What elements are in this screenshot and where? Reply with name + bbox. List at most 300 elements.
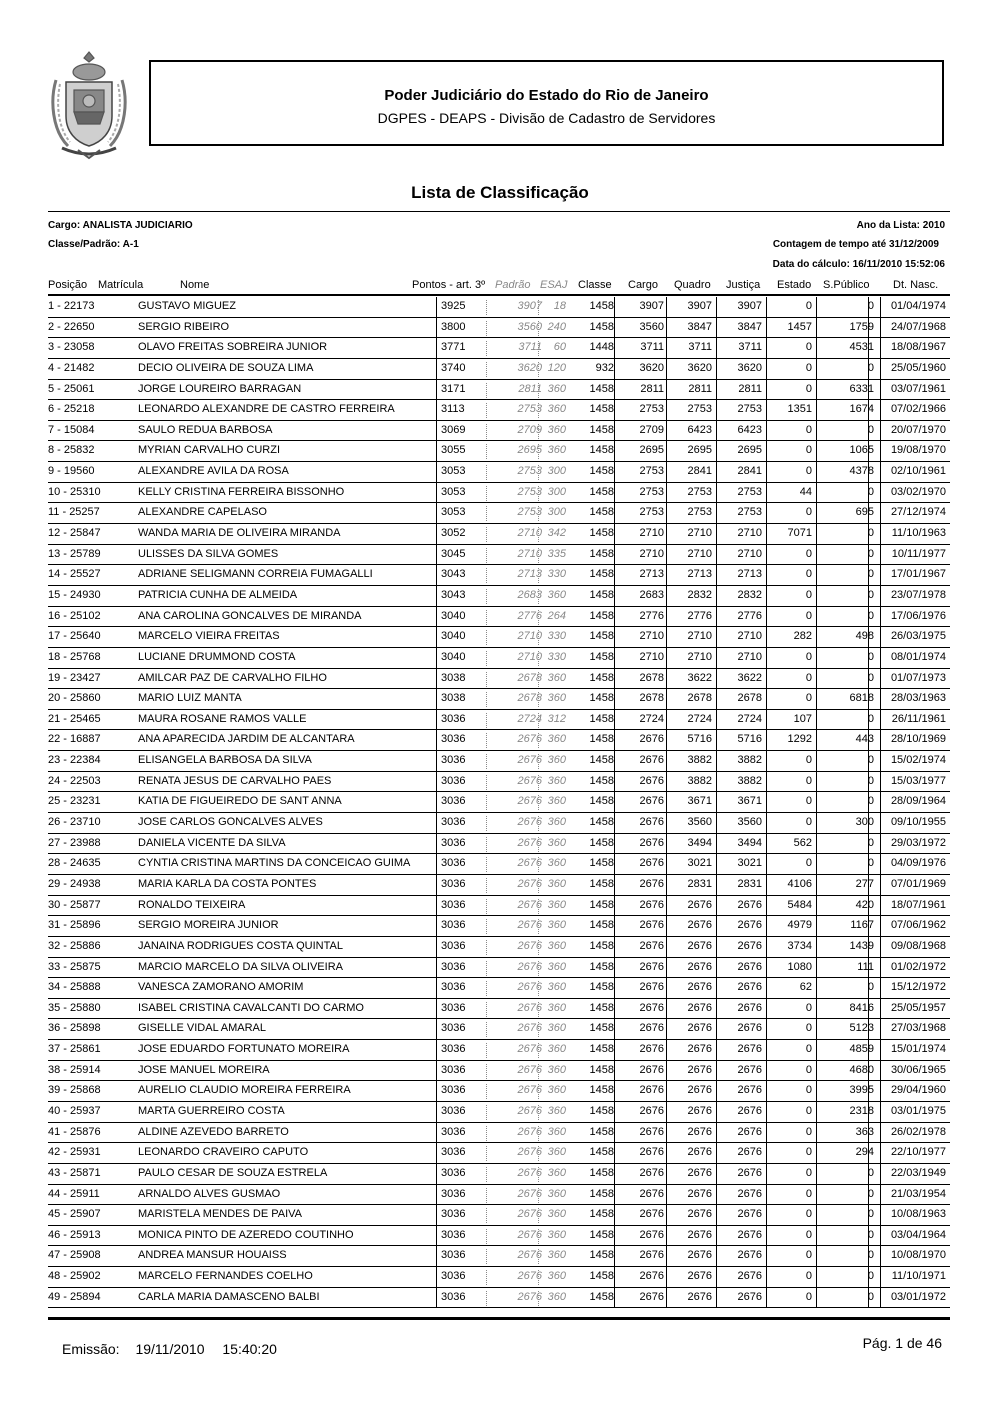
cell-justica: 2676 [737,960,762,973]
column-separator [614,875,615,896]
column-separator [716,896,717,917]
cell-estado: 1292 [787,733,812,746]
column-separator [666,359,667,380]
column-separator [716,297,717,318]
column-separator [880,627,881,648]
column-separator [816,792,817,813]
cell-esaj: 360 [547,444,566,457]
cell-cargo: 2676 [639,795,664,808]
cell-dtnasc: 03/07/1961 [890,382,946,395]
column-separator [766,1102,767,1123]
column-separator [614,545,615,566]
column-separator [614,813,615,834]
org-subtitle: DGPES - DEAPS - Divisão de Cadastro de Servidores [377,110,716,126]
cell-esaj: 360 [547,423,566,436]
cell-posicao: 44 - 25911 [48,1187,100,1200]
cell-cargo: 2676 [639,1290,664,1303]
cell-quadro: 2676 [687,1290,712,1303]
column-separator [880,338,881,359]
column-separator [436,648,437,669]
dotted-separator [538,878,539,893]
cell-padrao: 2676 [517,939,542,952]
column-separator [816,1123,817,1144]
cell-spublico: 0 [867,712,874,725]
cell-esaj: 360 [547,588,566,601]
cell-quadro: 3882 [687,754,712,767]
cell-nome: ISABEL CRISTINA CAVALCANTI DO CARMO [138,1001,364,1014]
cell-dtnasc: 01/07/1973 [890,671,946,684]
cell-justica: 2832 [737,588,762,601]
cell-cargo: 3560 [639,320,664,333]
column-separator [816,1081,817,1102]
dotted-separator [538,961,539,976]
column-separator [716,958,717,979]
cell-classe: 1458 [589,877,614,890]
cell-quadro: 3560 [687,816,712,829]
table-row [48,462,950,483]
column-separator [436,1226,437,1247]
col-padrao: Padrão [495,279,531,291]
cell-classe: 1458 [589,1043,614,1056]
column-separator [614,441,615,462]
cell-justica: 2676 [737,939,762,952]
column-separator [816,297,817,318]
column-separator [614,896,615,917]
dotted-separator [486,1167,487,1182]
cell-classe: 1458 [589,836,614,849]
cell-esaj: 330 [547,650,566,663]
cell-justica: 3560 [737,816,762,829]
cell-dtnasc: 03/02/1970 [890,485,946,498]
column-separator [666,318,667,339]
cell-posicao: 22 - 16887 [48,733,101,746]
column-separator [716,1246,717,1267]
dotted-separator [486,713,487,728]
cell-cargo: 2710 [639,547,664,560]
table-row [48,586,950,607]
cell-justica: 2676 [737,1146,762,1159]
cell-nome: MYRIAN CARVALHO CURZI [138,444,281,457]
column-separator [716,380,717,401]
cell-dtnasc: 18/07/1961 [890,898,946,911]
cell-esaj: 360 [547,1022,566,1035]
column-separator [816,669,817,690]
cell-pontos: 3036 [441,1043,466,1056]
cell-spublico: 6818 [849,692,874,705]
column-separator [868,1102,869,1123]
cell-dtnasc: 24/07/1968 [890,320,946,333]
column-separator [614,483,615,504]
cell-justica: 2710 [737,547,762,560]
cell-padrao: 2676 [517,919,542,932]
cell-posicao: 3 - 23058 [48,341,95,354]
column-separator [716,524,717,545]
cell-esaj: 360 [547,1270,566,1283]
cell-estado: 0 [805,1208,812,1221]
cell-pontos: 3069 [441,423,466,436]
column-separator [766,359,767,380]
column-separator [614,462,615,483]
cell-padrao: 2676 [517,1290,542,1303]
cell-pontos: 3053 [441,485,466,498]
column-separator [816,772,817,793]
cell-esaj: 360 [547,382,566,395]
cell-posicao: 4 - 21482 [48,361,95,374]
table-row [48,730,950,751]
cell-spublico: 0 [867,836,874,849]
cell-classe: 1458 [589,547,614,560]
column-separator [436,1288,437,1309]
table-row [48,854,950,875]
dotted-separator [486,1064,487,1079]
column-separator [816,338,817,359]
cell-nome: GUSTAVO MIGUEZ [138,300,236,312]
cell-posicao: 46 - 25913 [48,1228,101,1241]
cell-posicao: 49 - 25894 [48,1290,101,1303]
cell-posicao: 7 - 15084 [48,423,95,436]
cell-cargo: 2710 [639,650,664,663]
column-separator [436,1205,437,1226]
cell-cargo: 2676 [639,1084,664,1097]
dotted-separator [486,1249,487,1264]
cell-pontos: 3036 [441,733,466,746]
cell-quadro: 2676 [687,1208,712,1221]
cell-posicao: 20 - 25860 [48,692,101,705]
column-separator [868,1123,869,1144]
cell-quadro: 3622 [687,671,712,684]
cell-cargo: 2753 [639,465,664,478]
cell-estado: 282 [793,630,812,643]
column-separator [666,937,667,958]
column-separator [868,710,869,731]
cell-nome: CARLA MARIA DAMASCENO BALBI [138,1290,320,1303]
cell-justica: 5716 [737,733,762,746]
column-separator [880,1226,881,1247]
cell-dtnasc: 02/10/1961 [890,465,946,478]
cell-esaj: 360 [547,857,566,870]
cell-posicao: 16 - 25102 [48,609,101,622]
column-separator [766,524,767,545]
cell-justica: 6423 [737,423,762,436]
column-separator [766,689,767,710]
cell-dtnasc: 15/12/1972 [890,981,946,994]
cell-dtnasc: 11/10/1971 [891,1270,946,1283]
cell-estado: 0 [805,341,812,354]
column-separator [868,1226,869,1247]
cell-estado: 0 [805,816,812,829]
cell-nome: KELLY CRISTINA FERREIRA BISSONHO [138,485,345,498]
column-separator [880,792,881,813]
column-separator [666,751,667,772]
column-separator [716,854,717,875]
cell-posicao: 33 - 25875 [48,960,101,973]
column-separator [880,1185,881,1206]
cell-estado: 0 [805,588,812,601]
column-separator [666,772,667,793]
cell-dtnasc: 28/09/1964 [890,795,946,808]
column-separator [614,1019,615,1040]
column-separator [666,586,667,607]
cell-classe: 1458 [589,1166,614,1179]
column-separator [868,338,869,359]
cell-quadro: 2710 [687,547,712,560]
table-row [48,1246,950,1267]
dotted-separator [486,1208,487,1223]
dotted-separator [486,775,487,790]
cell-dtnasc: 10/08/1970 [890,1249,946,1262]
dotted-separator [538,1167,539,1182]
column-separator [816,380,817,401]
column-separator [766,710,767,731]
cell-spublico: 5123 [849,1022,874,1035]
cell-classe: 1458 [589,671,614,684]
cell-padrao: 2676 [517,960,542,973]
cell-dtnasc: 18/08/1967 [890,341,946,354]
column-separator [868,441,869,462]
column-separator [880,730,881,751]
column-separator [880,1164,881,1185]
column-separator [880,586,881,607]
dotted-separator [486,1270,487,1285]
dotted-separator [486,961,487,976]
column-separator [436,1102,437,1123]
cell-padrao: 2676 [517,981,542,994]
col-estado: Estado [777,279,812,291]
column-separator [868,1081,869,1102]
cell-esaj: 360 [547,898,566,911]
cell-pontos: 3040 [441,630,466,643]
cell-pontos: 3740 [441,361,466,374]
column-separator [614,689,615,710]
dotted-separator [486,630,487,645]
dotted-separator [538,1064,539,1079]
column-separator [766,380,767,401]
column-separator [880,380,881,401]
dotted-separator [538,837,539,852]
cell-dtnasc: 03/01/1972 [890,1290,946,1303]
column-separator [436,875,437,896]
cell-nome: ALEXANDRE CAPELASO [138,506,267,519]
column-separator [766,813,767,834]
cell-spublico: 0 [867,1187,874,1200]
column-separator [614,1205,615,1226]
column-separator [716,1143,717,1164]
column-separator [716,875,717,896]
cell-classe: 1448 [589,341,614,354]
column-separator [880,1246,881,1267]
column-separator [868,627,869,648]
list-title: Lista de Classificação [411,183,589,202]
cell-estado: 3734 [787,939,812,952]
column-separator [436,545,437,566]
column-separator [716,318,717,339]
column-separator [816,1288,817,1309]
column-separator [880,978,881,999]
cell-padrao: 2676 [517,1084,542,1097]
cell-quadro: 2676 [687,939,712,952]
cell-estado: 0 [805,650,812,663]
column-separator [868,1061,869,1082]
column-separator [666,730,667,751]
column-separator [716,565,717,586]
dotted-separator [538,403,539,418]
dotted-separator [538,568,539,583]
column-separator [816,1205,817,1226]
column-separator [436,896,437,917]
cell-spublico: 0 [867,857,874,870]
cell-nome: RENATA JESUS DE CARVALHO PAES [138,774,332,787]
cell-spublico: 0 [867,609,874,622]
column-separator [868,380,869,401]
column-separator [868,978,869,999]
cell-estado: 0 [805,465,812,478]
dotted-separator [538,362,539,377]
column-separator [716,999,717,1020]
cell-cargo: 2676 [639,857,664,870]
table-row [48,607,950,628]
column-separator [716,545,717,566]
column-separator [716,813,717,834]
cell-dtnasc: 07/02/1966 [890,403,946,416]
cell-estado: 0 [805,754,812,767]
cell-dtnasc: 26/11/1961 [891,712,946,725]
cell-esaj: 360 [547,960,566,973]
cell-estado: 44 [799,485,812,498]
column-separator [666,1185,667,1206]
cell-quadro: 3620 [687,361,712,374]
cell-pontos: 3036 [441,1104,466,1117]
column-separator [436,503,437,524]
cell-cargo: 2676 [639,1001,664,1014]
cell-dtnasc: 11/10/1963 [891,527,946,540]
column-separator [816,545,817,566]
dotted-separator [486,610,487,625]
cell-justica: 3882 [737,754,762,767]
cell-justica: 3847 [737,320,762,333]
cell-nome: JOSE CARLOS GONCALVES ALVES [138,816,323,829]
column-separator [880,854,881,875]
column-separator [880,937,881,958]
table-row [48,648,950,669]
column-separator [716,586,717,607]
cell-nome: RONALDO TEIXEIRA [138,898,246,911]
cell-justica: 3021 [737,857,762,870]
cell-estado: 0 [805,361,812,374]
cell-padrao: 2710 [517,630,542,643]
column-separator [868,318,869,339]
cell-spublico: 0 [867,671,874,684]
dotted-separator [538,486,539,501]
cell-padrao: 2710 [517,527,542,540]
cell-classe: 932 [595,361,614,374]
column-separator [666,916,667,937]
dotted-separator [486,444,487,459]
column-separator [436,586,437,607]
cell-cargo: 2710 [639,630,664,643]
table-row [48,1081,950,1102]
cell-padrao: 2676 [517,1001,542,1014]
cell-spublico: 0 [867,1270,874,1283]
column-separator [716,1081,717,1102]
column-separator [816,1061,817,1082]
cell-classe: 1458 [589,444,614,457]
column-separator [436,751,437,772]
cell-pontos: 3036 [441,877,466,890]
cell-quadro: 3494 [687,836,712,849]
cell-spublico: 0 [867,568,874,581]
column-separator [666,421,667,442]
row-divider [48,1307,950,1308]
cell-cargo: 2676 [639,1063,664,1076]
cell-justica: 3907 [737,300,762,312]
column-separator [766,875,767,896]
column-separator [614,730,615,751]
column-separator [880,648,881,669]
dotted-separator [486,733,487,748]
cell-justica: 2724 [737,712,762,725]
col-esaj: ESAJ [540,279,568,291]
cell-pontos: 3038 [441,692,466,705]
column-separator [816,565,817,586]
cell-dtnasc: 28/03/1963 [890,692,946,705]
column-separator [868,1164,869,1185]
cell-cargo: 2676 [639,1166,664,1179]
emissao-date: 19/11/2010 [135,1341,205,1357]
cell-dtnasc: 21/03/1954 [890,1187,946,1200]
cell-quadro: 2676 [687,1146,712,1159]
column-separator [868,1246,869,1267]
column-separator [766,958,767,979]
table-row [48,958,950,979]
cell-quadro: 2676 [687,1187,712,1200]
dotted-separator [538,940,539,955]
cell-esaj: 360 [547,1063,566,1076]
cell-esaj: 330 [547,630,566,643]
dotted-separator [538,713,539,728]
cell-classe: 1458 [589,795,614,808]
cell-padrao: 2753 [517,485,542,498]
cell-esaj: 360 [547,774,566,787]
cell-posicao: 25 - 23231 [48,795,101,808]
cell-justica: 2695 [737,444,762,457]
column-separator [868,937,869,958]
cell-posicao: 42 - 25931 [48,1146,101,1159]
cell-spublico: 4680 [849,1063,874,1076]
cell-esaj: 360 [547,1146,566,1159]
col-classe: Classe [578,279,612,291]
dotted-separator [538,444,539,459]
cell-spublico: 0 [867,774,874,787]
col-matricula: Matrícula [98,279,144,291]
column-separator [766,1040,767,1061]
cell-dtnasc: 08/01/1974 [890,650,946,663]
dotted-separator [486,362,487,377]
col-quadro: Quadro [674,279,711,291]
column-separator [880,813,881,834]
cell-classe: 1458 [589,423,614,436]
cell-cargo: 3711 [640,341,664,354]
cell-estado: 4979 [787,919,812,932]
column-separator [436,359,437,380]
cell-padrao: 2676 [517,1146,542,1159]
cell-spublico: 4531 [849,341,874,354]
dotted-separator [538,919,539,934]
column-separator [880,441,881,462]
cell-classe: 1458 [589,609,614,622]
column-separator [880,1102,881,1123]
cell-pontos: 3036 [441,960,466,973]
cell-nome: LUCIANE DRUMMOND COSTA [138,650,296,663]
